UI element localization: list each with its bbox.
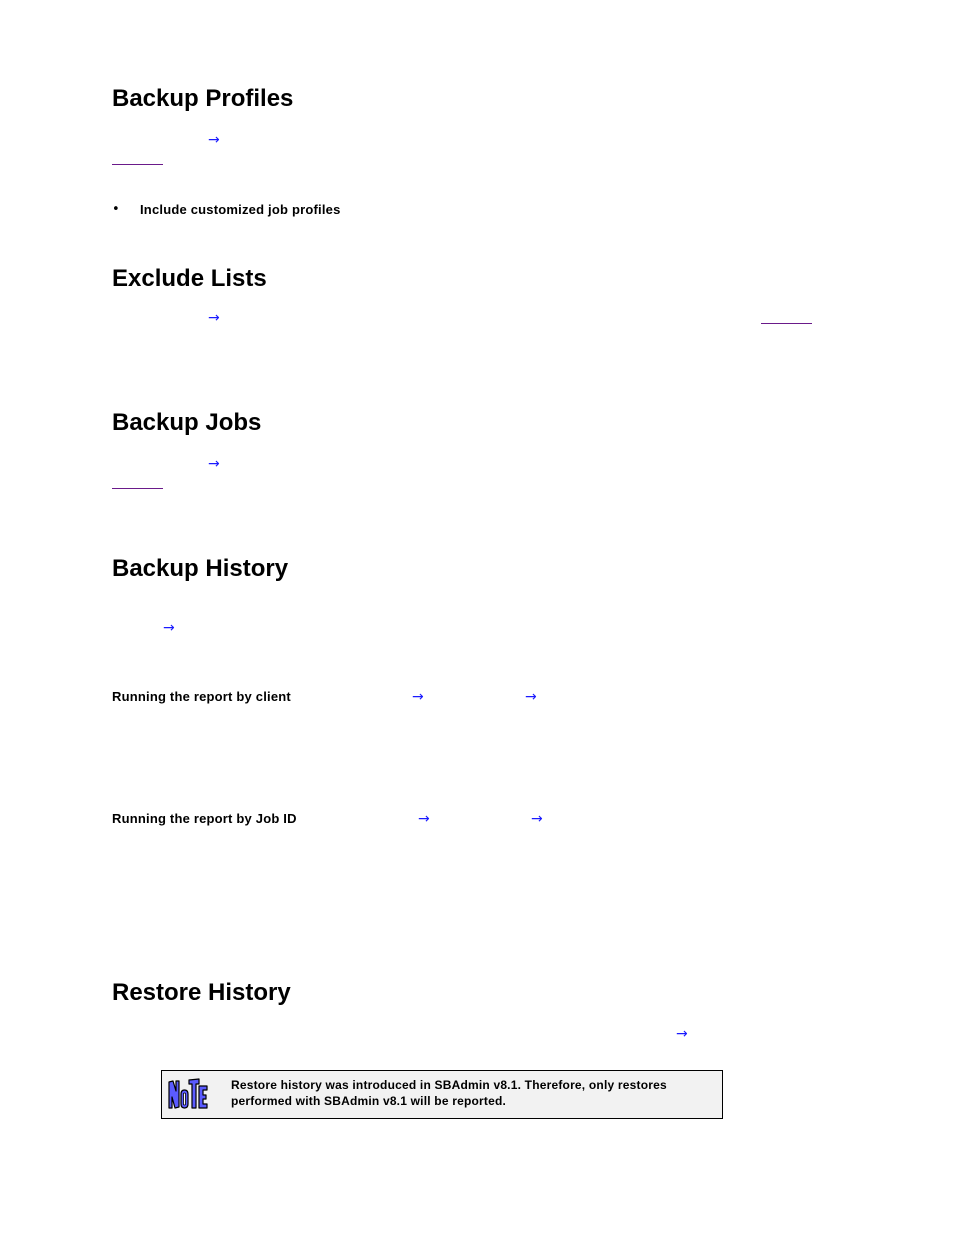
arrow-right-icon: → — [525, 689, 537, 705]
arrow-right-icon: → — [676, 1026, 688, 1042]
link-underline[interactable] — [112, 488, 163, 489]
bullet-icon: • — [112, 202, 120, 217]
note-text: Restore history was introduced in SBAdmin v8.1. Therefore, only restores performed with SBAdmin v8.1 will be reported. — [231, 1078, 667, 1108]
section-title-backup-jobs: Backup Jobs — [112, 409, 262, 436]
arrow-right-icon: → — [208, 456, 220, 472]
bullet-item-text: Include customized job profiles — [140, 202, 341, 217]
note-box — [161, 1070, 723, 1119]
note-logo-icon — [168, 1077, 208, 1116]
arrow-right-icon: → — [163, 620, 175, 636]
arrow-right-icon: → — [412, 689, 424, 705]
arrow-right-icon: → — [418, 811, 430, 827]
arrow-right-icon: → — [208, 310, 220, 326]
arrow-right-icon: → — [531, 811, 543, 827]
section-title-exclude-lists: Exclude Lists — [112, 265, 267, 292]
link-underline[interactable] — [761, 323, 812, 324]
section-title-restore-history: Restore History — [112, 979, 291, 1006]
arrow-right-icon: → — [208, 132, 220, 148]
section-title-backup-history: Backup History — [112, 555, 289, 582]
link-underline[interactable] — [112, 164, 163, 165]
report-by-client-label: Running the report by client — [112, 689, 291, 704]
report-by-job-id-label: Running the report by Job ID — [112, 811, 297, 826]
section-title-backup-profiles: Backup Profiles — [112, 85, 294, 112]
